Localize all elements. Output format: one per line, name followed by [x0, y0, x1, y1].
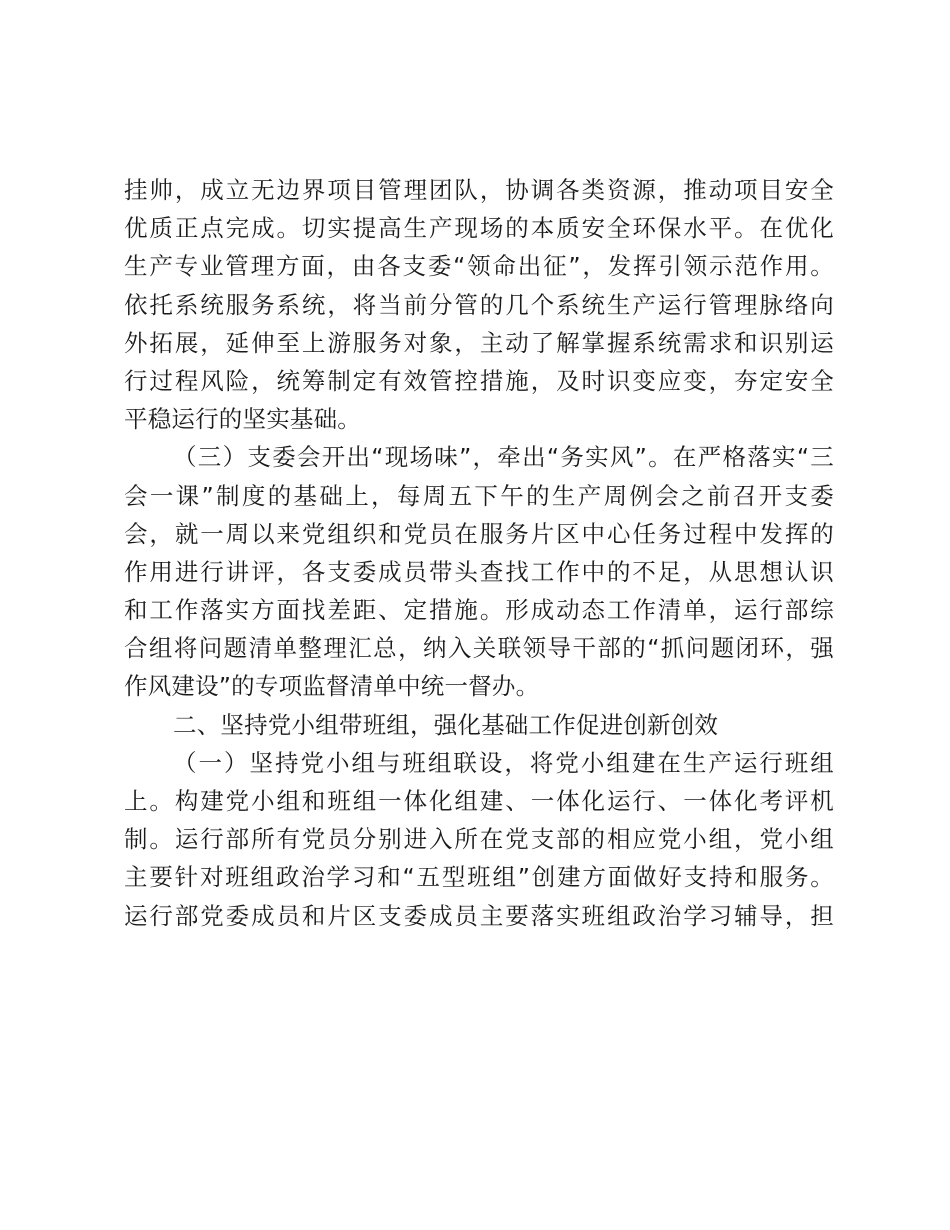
text-line: 上。构建党小组和班组一体化组建、一体化运行、一体化考评机	[124, 787, 834, 815]
paragraph-project-management	[124, 171, 834, 438]
text-line: 会一课”制度的基础上，每周五下午的生产周例会之前召开支委	[124, 481, 834, 510]
text-line: 作用进行讲评，各支委成员带头查找工作中的不足，从思想认识	[124, 557, 834, 586]
text-line: 行过程风险，统筹制定有效管控措施，及时识变应变，夯定安全	[124, 366, 834, 395]
text-line: 制。运行部所有党员分别进入所在党支部的相应党小组，党小组	[124, 825, 834, 854]
text-line: 平稳运行的坚实基础。	[124, 405, 361, 434]
text-line: 外拓展，延伸至上游服务对象，主动了解掌握系统需求和识别运	[124, 328, 834, 357]
paragraph-branch-committee	[124, 438, 834, 705]
text-line: （一）坚持党小组与班组联设，将党小组建在生产运行班组	[173, 748, 834, 777]
text-line: 主要针对班组政治学习和“五型班组”创建方面做好支持和服务。	[124, 863, 834, 892]
text-line: 生产专业管理方面，由各支委“领命出征”，发挥引领示范作用。	[124, 252, 834, 281]
text-line: 挂帅，成立无边界项目管理团队，协调各类资源，推动项目安全	[124, 176, 834, 204]
text-line: 优质正点完成。切实提高生产现场的本质安全环保水平。在优化	[124, 214, 834, 243]
paragraph-party-group	[124, 744, 834, 935]
document-body	[124, 171, 834, 935]
text-line: 作风建设”的专项监督清单中统一督办。	[124, 672, 540, 701]
text-line: 合组将问题清单整理汇总，纳入关联领导干部的“抓问题闭环，强	[124, 634, 834, 663]
text-line: 依托系统服务系统，将当前分管的几个系统生产运行管理脉络向	[124, 290, 834, 319]
text-line: 会，就一周以来党组织和党员在服务片区中心任务过程中发挥的	[124, 519, 834, 548]
text-line: 运行部党委成员和片区支委成员主要落实班组政治学习辅导，担	[124, 901, 834, 930]
heading-text: 二、坚持党小组带班组，强化基础工作促进创新创效	[173, 710, 719, 739]
text-line: （三）支委会开出“现场味”，牵出“务实风”。在严格落实“三	[173, 443, 834, 472]
text-line: 和工作落实方面找差距、定措施。形成动态工作清单，运行部综	[124, 596, 834, 625]
section-heading	[124, 706, 834, 744]
